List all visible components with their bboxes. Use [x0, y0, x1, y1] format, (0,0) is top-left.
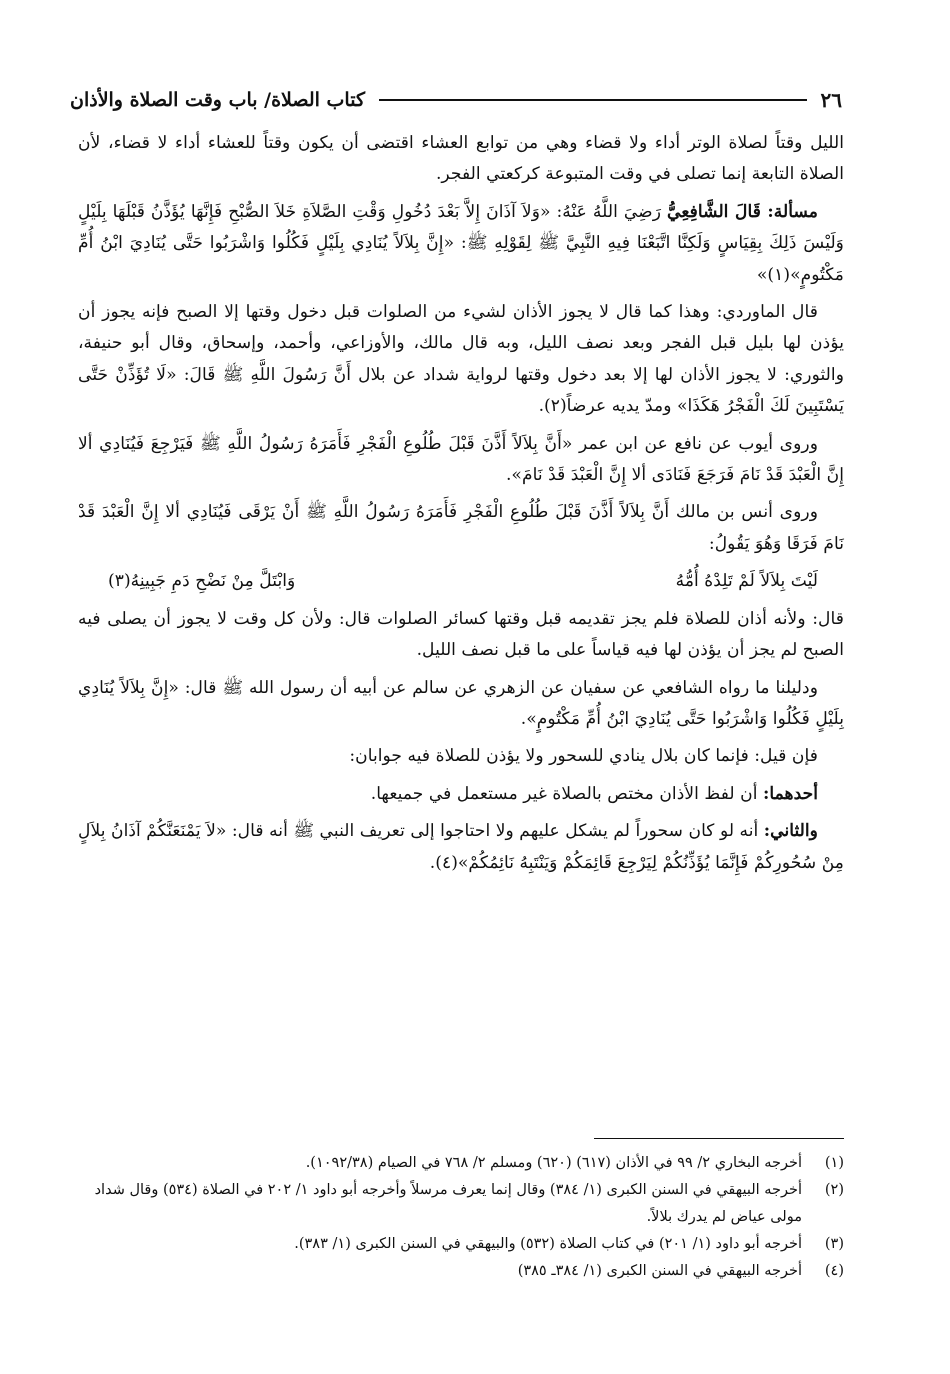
footnote-number: (١): [824, 1155, 844, 1171]
footnote-text: أخرجه البيهقي في السنن الكبرى (١/ ٣٨٤) وقال إنما يعرف مرسلاً وأخرجه أبو داود ١/ ٢٠٢ في الصلاة (٥٣٤) وقال شداد مولى عياض لم يدرك بلالاً.: [94, 1182, 802, 1225]
chapter-title: كتاب الصلاة/ باب وقت الصلاة والأذان: [70, 89, 366, 111]
footnote-item: [78, 1258, 844, 1285]
footnote-item: [78, 1177, 844, 1231]
footnote-separator: [594, 1138, 844, 1139]
footnote-number: (٤): [824, 1263, 844, 1279]
paragraph-objection: فإن قيل: فإنما كان بلال ينادي للسحور ولا يؤذن للصلاة فيه جوابان:: [349, 746, 818, 767]
footnote-text: أخرجه البيهقي في السنن الكبرى (١/ ٣٨٤ـ ٣٨٥): [517, 1263, 802, 1279]
answer-2-label: والثاني:: [763, 821, 818, 842]
paragraph-anas: وروى أنس بن مالك أَنَّ بِلاَلاً أَذَّنَ قَبْلَ طُلُوعِ الْفَجْرِ فَأَمَرَهُ رَسُولُ اللَّهِ ﷺ أَنْ يَرْقَى فَيُنَادِي ألا إِنَّ الْعَبْدَ قَدْ نَامَ فَرَقَا وَهُوَ يَقُولُ:: [78, 502, 844, 554]
answer-1-label: أحدهما:: [762, 783, 818, 804]
verse-second-hemistich: وَابْتَلَّ مِنْ نَضْحِ دَمِ جَبِينِهُ(٣): [108, 571, 296, 592]
footnote-number: (٢): [824, 1182, 844, 1198]
footnote-text: أخرجه البخاري ٢/ ٩٩ في الأذان (٦١٧) (٦٢٠) ومسلم ٢/ ٧٦٨ في الصيام (١٠٩٢/٣٨).: [305, 1155, 802, 1171]
footnote-number: (٣): [824, 1236, 844, 1252]
paragraph-dalil: ودليلنا ما رواه الشافعي عن سفيان عن الزهري عن سالم عن أبيه أن رسول الله ﷺ قال: «إِنَّ بِلاَلاً يُنَادِي بِلَيْلٍ فَكُلُوا وَاشْرَبُوا حَتَّى يُنَادِيَ ابْنُ أُمِّ مَكْتُومٍ».: [78, 677, 844, 729]
answer-1-text: أن لفظ الأذان مختص بالصلاة غير مستعمل في جميعها.: [370, 783, 763, 804]
paragraph-answer-2: [78, 816, 844, 879]
footnote-item: [78, 1231, 844, 1258]
paragraph-qala: قال: ولأنه أذان للصلاة فلم يجز تقديمه قبل وقتها كسائر الصلوات قال: ولأن كل وقت لا يجوز أن يصلى فيه الصبح لم يجز أن يؤذن لها فيه قياساً على ما قبل نصف الليل.: [78, 608, 844, 661]
paragraph-mawardi: قال الماوردي: وهذا كما قال لا يجوز الأذان لشيء من الصلوات قبل دخول وقتها إلا الصبح فإنه يجوز أن يؤذن لها بليل قبل الفجر وبعد نصف الليل، وبه قال مالك، والأوزاعي، وأحمد، وإسحاق، وقال أبو حنيفة، والثوري: لا يجوز الأذان لها إلا بعد دخول وقتها لرواية شداد عن بلال أَنَّ رَسُولَ اللَّهِ ﷺ قَالَ: «لَا تُؤَذِّنْ حَتَّى يَسْتَبِينَ لَكَ الْفَجْرُ هَكَذَا» ومدّ يديه عرضاً(٢).: [78, 302, 844, 417]
paragraph-masala: [78, 197, 844, 291]
masala-text: رَضِيَ اللَّهُ عَنْهُ: «وَلاَ آذَانَ إِلاَّ بَعْدَ دُخُولِ وَقْتِ الصَّلاَةِ خَلاَ الصُّبْحِ فَإِنَّهَا يُؤَذَّنُ قَبْلَهَا بِلَيْلٍ وَلَيْسَ ذَلِكَ بِقِيَاسٍ وَلَكِنَّا اتَّبَعْنَا فِيهِ النَّبِيَّ ﷺ لِقَوْلِهِ ﷺ: «إِنَّ بِلاَلاً يُنَادِي بِلَيْلٍ فَكُلُوا وَاشْرَبُوا حَتَّى يُنَادِيَ ابْنُ أُمِّ مَكْتُومٍ»(١)»: [78, 201, 844, 285]
footnote-text: أخرجه أبو داود (١/ ٢٠١) في كتاب الصلاة (٥٣٢) والبيهقي في السنن الكبرى (١/ ٣٨٣).: [294, 1236, 802, 1252]
footnote-item: [78, 1150, 844, 1177]
paragraph-ayyub: وروى أيوب عن نافع عن ابن عمر «أَنَّ بِلاَلاً أَذَّنَ قَبْلَ طُلُوعِ الْفَجْرِ فَأَمَرَهُ رَسُولُ اللَّهِ ﷺ فَيَرْجِعَ فَيُنَادِي ألا إِنَّ الْعَبْدَ قَدْ نَامَ فَرَجَعَ فَنَادَى ألا إِنَّ الْعَبْدَ قَدْ نَامَ».: [78, 433, 844, 486]
header-rule: [379, 99, 807, 101]
footnotes: [78, 1150, 844, 1285]
running-header: [70, 84, 842, 116]
answer-2-text: أنه لو كان سحوراً لم يشكل عليهم ولا احتاجوا إلى تعريف النبي ﷺ أنه قال: «لاَ يَمْنَعَنَّكُمْ آذَانُ بِلاَلٍ مِنْ سُحُورِكُمْ فَإِنَّمَا يُؤَذِّنُكُمْ لِيَرْجِعَ قَائِمَكُمْ وَيَنْتَبِهُ نَائِمُكُمْ»(٤).: [78, 821, 844, 873]
paragraph-answer-1: [78, 779, 844, 810]
paragraph-1: الليل وقتاً لصلاة الوتر أداء ولا قضاء وهي من توابع العشاء اقتضى أن يكون وقتاً للعشاء أداء لا قضاء، لأن الصلاة التابعة إنما تصلى في وقت المتبوعة كركعتي الفجر.: [78, 133, 844, 185]
main-text: [78, 128, 844, 885]
verse-first-hemistich: لَيْتَ بِلاَلاً لَمْ تَلِدْهُ أُمُّهُ: [675, 571, 818, 592]
poetry-verse: [78, 566, 844, 597]
page-number: ٢٦: [820, 88, 842, 112]
masala-label: مسألة: قَالَ الشَّافِعِيُّ: [667, 201, 818, 222]
